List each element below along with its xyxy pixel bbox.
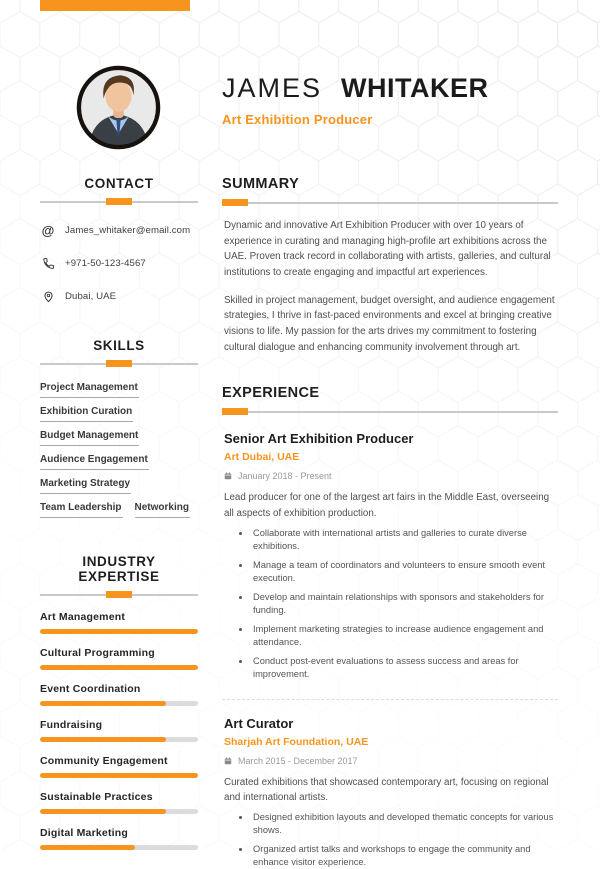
two-column-layout: [0, 170, 600, 869]
skill-item: Marketing Strategy: [40, 478, 131, 494]
job-bullet: • Organized artist talks and workshops to engage the community and enhance visitor experience.: [251, 843, 558, 869]
jobs-list: [222, 431, 558, 869]
progress-track: [40, 773, 198, 778]
location-text: Dubai, UAE: [65, 290, 117, 302]
progress-track: [40, 701, 198, 706]
progress-fill: [40, 629, 198, 634]
skill-item: Budget Management: [40, 430, 139, 446]
expertise-item: [40, 611, 198, 634]
section-divider: [222, 408, 558, 415]
experience-heading: EXPERIENCE: [222, 385, 320, 402]
job-bullet: • Conduct post-event evaluations to assess success and areas for improvement.: [251, 655, 558, 681]
progress-track: [40, 629, 198, 634]
expertise-label: Sustainable Practices: [40, 791, 153, 803]
summary-paragraphs: [222, 218, 558, 355]
progress-track: [40, 809, 198, 814]
job-dates-text: March 2015 - December 2017: [238, 755, 358, 766]
skill-item: Networking: [135, 502, 190, 518]
expertise-label: Art Management: [40, 611, 126, 623]
contact-list: [40, 222, 198, 304]
expertise-label: Fundraising: [40, 719, 103, 731]
divider-accent: [106, 360, 132, 367]
section-divider: [222, 199, 558, 206]
job-bullet-list: [224, 811, 558, 869]
progress-fill: [40, 773, 198, 778]
expertise-label: Community Engagement: [40, 755, 168, 767]
sidebar: [40, 170, 198, 850]
expertise-item: [40, 791, 198, 814]
expertise-label: Event Coordination: [40, 683, 141, 695]
person-name: [222, 74, 489, 102]
job-dates-row: [224, 756, 558, 766]
job-entry: [222, 699, 558, 869]
at-icon: @: [41, 222, 55, 238]
progress-fill: [40, 701, 166, 706]
progress-track: [40, 737, 198, 742]
job-role-subtitle: Art Exhibition Producer: [222, 112, 373, 128]
main-column: [222, 170, 558, 869]
job-company: Art Dubai, UAE: [224, 451, 300, 464]
job-entry: [222, 431, 558, 681]
profile-photo: [75, 64, 162, 151]
location-pin-icon: [40, 288, 56, 304]
expertise-item: [40, 719, 198, 742]
expertise-item: [40, 755, 198, 778]
industry-expertise-section: [40, 554, 198, 850]
summary-heading: SUMMARY: [222, 176, 300, 192]
divider-line: [222, 411, 558, 413]
job-description: Lead producer for one of the largest art fairs in the Middle East, overseeing all aspects of exhibition production.: [224, 492, 550, 519]
phone-text: +971-50-123-4567: [65, 257, 146, 269]
divider-accent: [106, 591, 132, 598]
calendar-icon: [224, 757, 232, 765]
skill-item: Exhibition Curation: [40, 406, 133, 422]
industry-expertise-heading: INDUSTRY EXPERTISE: [78, 554, 160, 584]
contact-row-email: [40, 222, 198, 238]
expertise-item: [40, 683, 198, 706]
portrait-illustration: [75, 64, 162, 151]
job-bullet: • Develop and maintain relationships with sponsors and stakeholders for funding.: [251, 591, 558, 617]
divider-accent: [222, 408, 248, 415]
progress-fill: [40, 665, 198, 670]
job-bullet: • Implement marketing strategies to increase audience engagement and attendance.: [251, 623, 558, 649]
resume-header: [0, 0, 600, 170]
name-block: [222, 74, 489, 127]
calendar-icon: [224, 472, 232, 480]
summary-section: [222, 176, 558, 355]
expertise-item: [40, 827, 198, 850]
skills-section: [40, 338, 198, 526]
section-divider: [40, 360, 198, 367]
progress-track: [40, 665, 198, 670]
job-dates-row: [224, 471, 558, 481]
job-title: Senior Art Exhibition Producer: [224, 431, 414, 447]
skills-heading: SKILLS: [93, 338, 145, 353]
last-name: WHITAKER: [341, 73, 489, 103]
first-name: JAMES: [222, 73, 323, 103]
progress-fill: [40, 737, 166, 742]
divider-line: [222, 202, 558, 204]
divider-accent: [106, 198, 132, 205]
expertise-label: Cultural Programming: [40, 647, 155, 659]
contact-row-phone: [40, 255, 198, 271]
skill-item: Team Leadership: [40, 502, 123, 518]
job-bullet: • Manage a team of coordinators and volunteers to ensure smooth event execution.: [251, 559, 558, 585]
job-bullet: • Designed exhibition layouts and developed thematic concepts for various shows.: [251, 811, 558, 837]
summary-paragraph: Dynamic and innovative Art Exhibition Producer with over 10 years of experience in curating and managing high-profile art exhibitions across the UAE. Proven track record in collaborating with artists, galleries, and cultural institutions to create engaging and impactful art experiences.: [224, 220, 551, 279]
section-divider: [40, 198, 198, 205]
skill-item: Project Management: [40, 382, 139, 398]
job-description: Curated exhibitions that showcased contemporary art, focusing on regional and international artists.: [224, 776, 549, 804]
job-company: Sharjah Art Foundation, UAE: [224, 735, 369, 748]
contact-row-location: [40, 288, 198, 304]
job-title: Art Curator: [224, 715, 294, 731]
section-divider: [40, 591, 198, 598]
job-bullet-list: [224, 527, 558, 681]
summary-paragraph: Skilled in project management, budget oversight, and audience engagement strategies, I thrive in fast-paced environments and excel at bringing creative visions to life. My passion for the arts drives my commitment to fostering cultural dialogue and enhancing community involvement through art.: [224, 294, 555, 353]
progress-fill: [40, 809, 166, 814]
experience-section: [222, 385, 558, 869]
progress-track: [40, 845, 198, 850]
phone-icon: [40, 255, 56, 271]
contact-section: [40, 176, 198, 304]
email-text: James_whitaker@email.com: [65, 224, 191, 236]
job-dates-text: January 2018 - Present: [238, 471, 332, 482]
skill-item: Audience Engagement: [40, 454, 149, 470]
expertise-list: [40, 611, 198, 850]
expertise-label: Digital Marketing: [40, 827, 128, 839]
expertise-item: [40, 647, 198, 670]
contact-heading: CONTACT: [84, 176, 154, 191]
divider-accent: [222, 199, 248, 206]
progress-fill: [40, 845, 135, 850]
job-bullet: • Collaborate with international artists and galleries to curate diverse exhibitions.: [251, 527, 558, 553]
skills-list: [40, 382, 198, 526]
